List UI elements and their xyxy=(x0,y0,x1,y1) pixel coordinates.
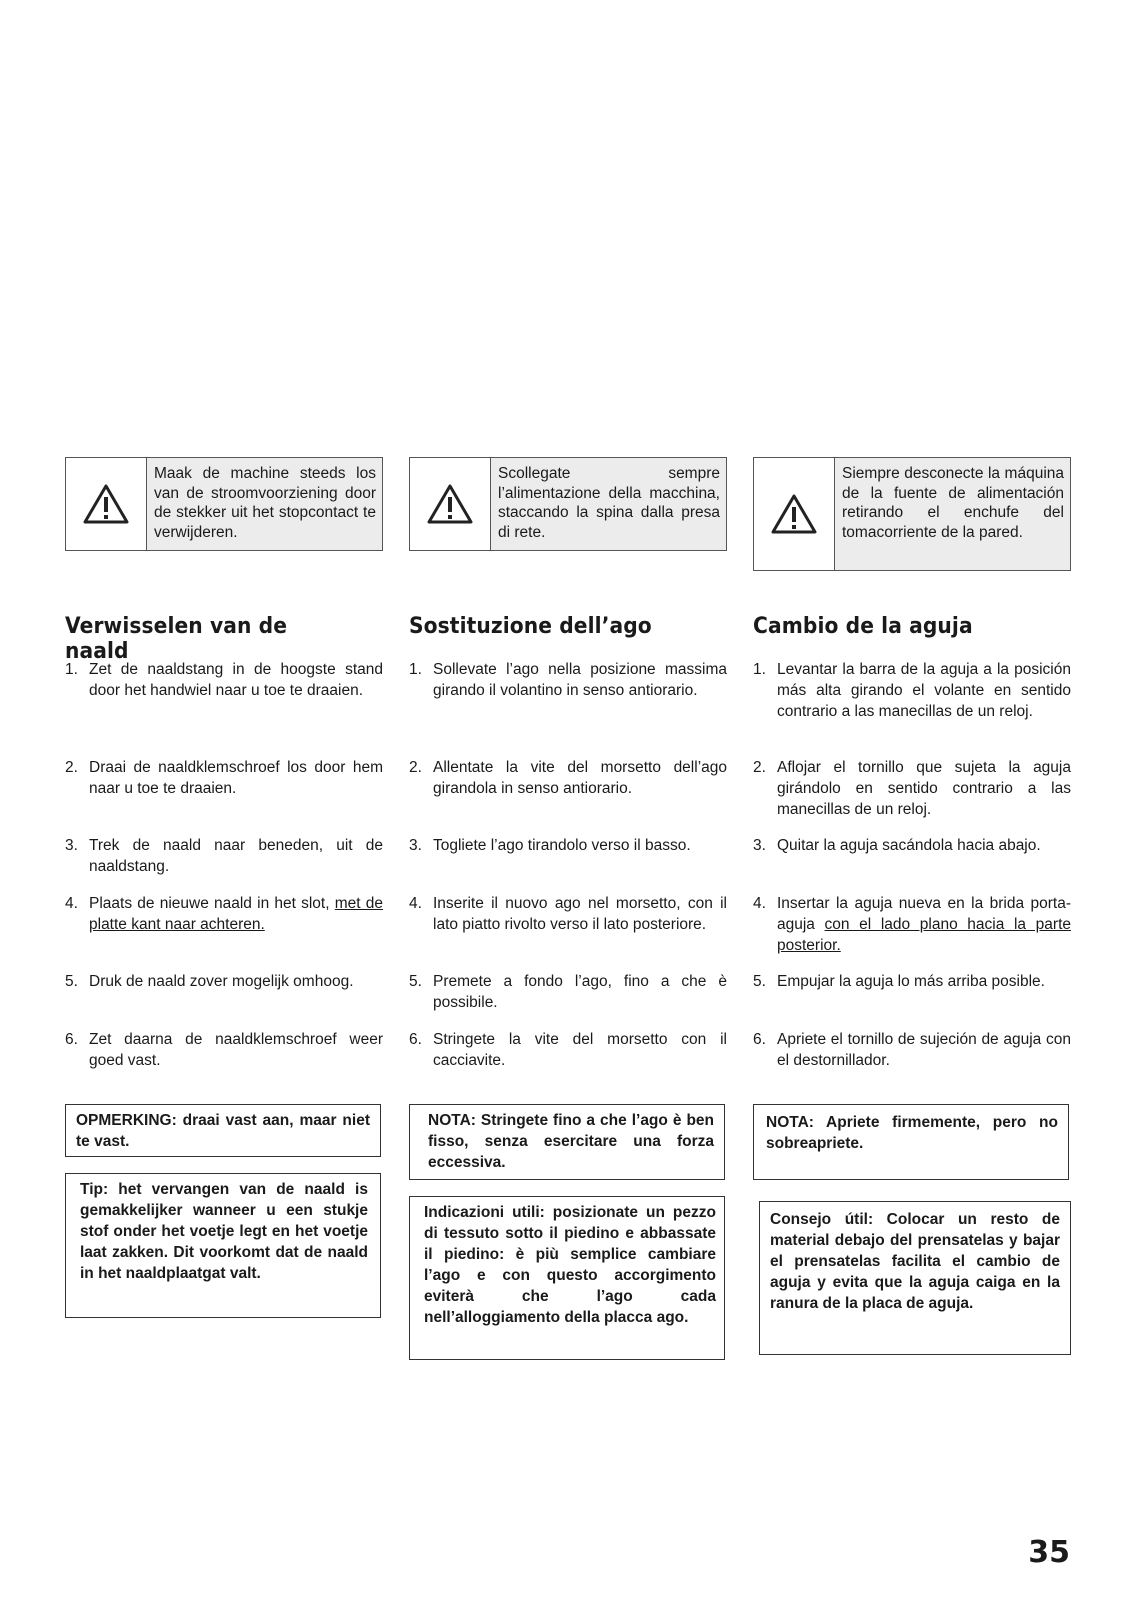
step-number: 2. xyxy=(753,759,766,776)
page-number: 35 xyxy=(1028,1535,1070,1570)
step-text: Draai de naaldklemschroef los door hem naar u toe te draaien. xyxy=(89,759,383,797)
column-spanish xyxy=(753,0,1071,1600)
note-box: OPMERKING: draai vast aan, maar niet te vast. xyxy=(65,1104,381,1157)
step-number: 3. xyxy=(65,837,78,854)
step-number: 4. xyxy=(65,895,78,912)
tip-box: Indicazioni utili: posizionate un pezzo di tessuto sotto il piedino e abbassate il piedino: è più semplice cambiare l’ago e con questo accorgimento eviterà che l’ago cada nell’alloggiamento della placca ago. xyxy=(409,1196,725,1360)
column-dutch xyxy=(65,0,383,1600)
step-4 xyxy=(409,893,727,935)
warning-icon xyxy=(66,458,147,550)
step-text: Inserite il nuovo ago nel morsetto, con il lato piatto rivolto verso il lato posteriore. xyxy=(433,895,727,933)
warning-text: Scollegate sempre l’alimentazione della macchina, staccando la spina dalla presa di rete. xyxy=(491,458,726,550)
step-number: 3. xyxy=(409,837,422,854)
warning-box xyxy=(65,457,383,551)
step-text: Premete a fondo l’ago, fino a che è possibile. xyxy=(433,973,727,1011)
step-text-underlined: met de platte kant naar achteren. xyxy=(89,895,384,933)
warning-box xyxy=(753,457,1071,571)
step-4 xyxy=(753,893,1071,956)
step-3 xyxy=(753,835,1071,856)
step-number: 1. xyxy=(753,661,766,678)
step-text: Quitar la aguja sacándola hacia abajo. xyxy=(777,837,1041,854)
step-text: Zet daarna de naaldklemschroef weer goed vast. xyxy=(89,1031,383,1069)
step-3 xyxy=(65,835,383,877)
step-text: Levantar la barra de la aguja a la posición más alta girando el volante en sentido contrario a las manecillas de un reloj. xyxy=(777,661,1071,720)
step-number: 5. xyxy=(65,973,78,990)
step-6 xyxy=(65,1029,383,1071)
warning-icon xyxy=(754,458,835,570)
step-text: Allentate la vite del morsetto dell’ago girandola in senso antiorario. xyxy=(433,759,727,797)
step-5 xyxy=(753,971,1071,992)
step-2 xyxy=(753,757,1071,820)
warning-text: Siempre desconecte la máquina de la fuente de alimentación retirando el enchufe del tomacorriente de la pared. xyxy=(835,458,1070,570)
step-number: 4. xyxy=(409,895,422,912)
step-number: 6. xyxy=(753,1031,766,1048)
step-1 xyxy=(409,659,727,701)
step-number: 2. xyxy=(65,759,78,776)
step-5 xyxy=(409,971,727,1013)
step-text: Insertar la aguja nueva en la brida porta-aguja xyxy=(777,895,1071,933)
step-text: Empujar la aguja lo más arriba posible. xyxy=(777,973,1045,990)
step-4 xyxy=(65,893,383,935)
step-text: Sollevate l’ago nella posizione massima girando il volantino in senso antiorario. xyxy=(433,661,727,699)
step-text: Plaats de nieuwe naald in het slot, xyxy=(89,895,335,912)
step-text: Aflojar el tornillo que sujeta la aguja girándolo en sentido contrario a las manecillas de un reloj. xyxy=(777,759,1071,818)
tip-box: Tip: het vervangen van de naald is gemakkelijker wanneer u een stukje stof onder het voetje legt en het voetje laat zakken. Dit voorkomt dat de naald in het naaldplaatgat valt. xyxy=(65,1173,381,1318)
step-number: 6. xyxy=(65,1031,78,1048)
section-heading: Sostituzione dell’ago xyxy=(409,614,652,639)
step-text: Zet de naaldstang in de hoogste stand door het handwiel naar u toe te draaien. xyxy=(89,661,383,699)
step-text: Trek de naald naar beneden, uit de naaldstang. xyxy=(89,837,383,875)
column-italian xyxy=(409,0,727,1600)
step-2 xyxy=(409,757,727,799)
step-number: 5. xyxy=(753,973,766,990)
step-5 xyxy=(65,971,383,992)
step-6 xyxy=(753,1029,1071,1071)
tip-box: Consejo útil: Colocar un resto de material debajo del prensatelas y bajar el prensatelas facilita el cambio de aguja y evita que la aguja caiga en la ranura de la placa de aguja. xyxy=(759,1201,1071,1355)
note-box: NOTA: Apriete firmemente, pero no sobreapriete. xyxy=(753,1104,1069,1180)
step-number: 5. xyxy=(409,973,422,990)
step-1 xyxy=(753,659,1071,722)
warning-text: Maak de machine steeds los van de stroomvoorziening door de stekker uit het stopcontact te verwijderen. xyxy=(147,458,382,550)
step-6 xyxy=(409,1029,727,1071)
step-number: 1. xyxy=(65,661,78,678)
step-text: Stringete la vite del morsetto con il cacciavite. xyxy=(433,1031,727,1069)
warning-box xyxy=(409,457,727,551)
step-2 xyxy=(65,757,383,799)
step-number: 4. xyxy=(753,895,766,912)
warning-icon xyxy=(410,458,491,550)
step-text: Druk de naald zover mogelijk omhoog. xyxy=(89,973,354,990)
step-3 xyxy=(409,835,727,856)
section-heading: Verwisselen van de naald xyxy=(65,614,288,664)
step-text: Apriete el tornillo de sujeción de aguja con el destornillador. xyxy=(777,1031,1071,1069)
section-heading: Cambio de la aguja xyxy=(753,614,973,639)
step-1 xyxy=(65,659,383,701)
step-number: 3. xyxy=(753,837,766,854)
step-text: Togliete l’ago tirandolo verso il basso. xyxy=(433,837,691,854)
step-number: 1. xyxy=(409,661,422,678)
step-number: 6. xyxy=(409,1031,422,1048)
step-number: 2. xyxy=(409,759,422,776)
step-text-underlined: con el lado plano hacia la parte posterior. xyxy=(777,916,1071,954)
note-box: NOTA: Stringete fino a che l’ago è ben fisso, senza esercitare una forza eccessiva. xyxy=(409,1104,725,1180)
